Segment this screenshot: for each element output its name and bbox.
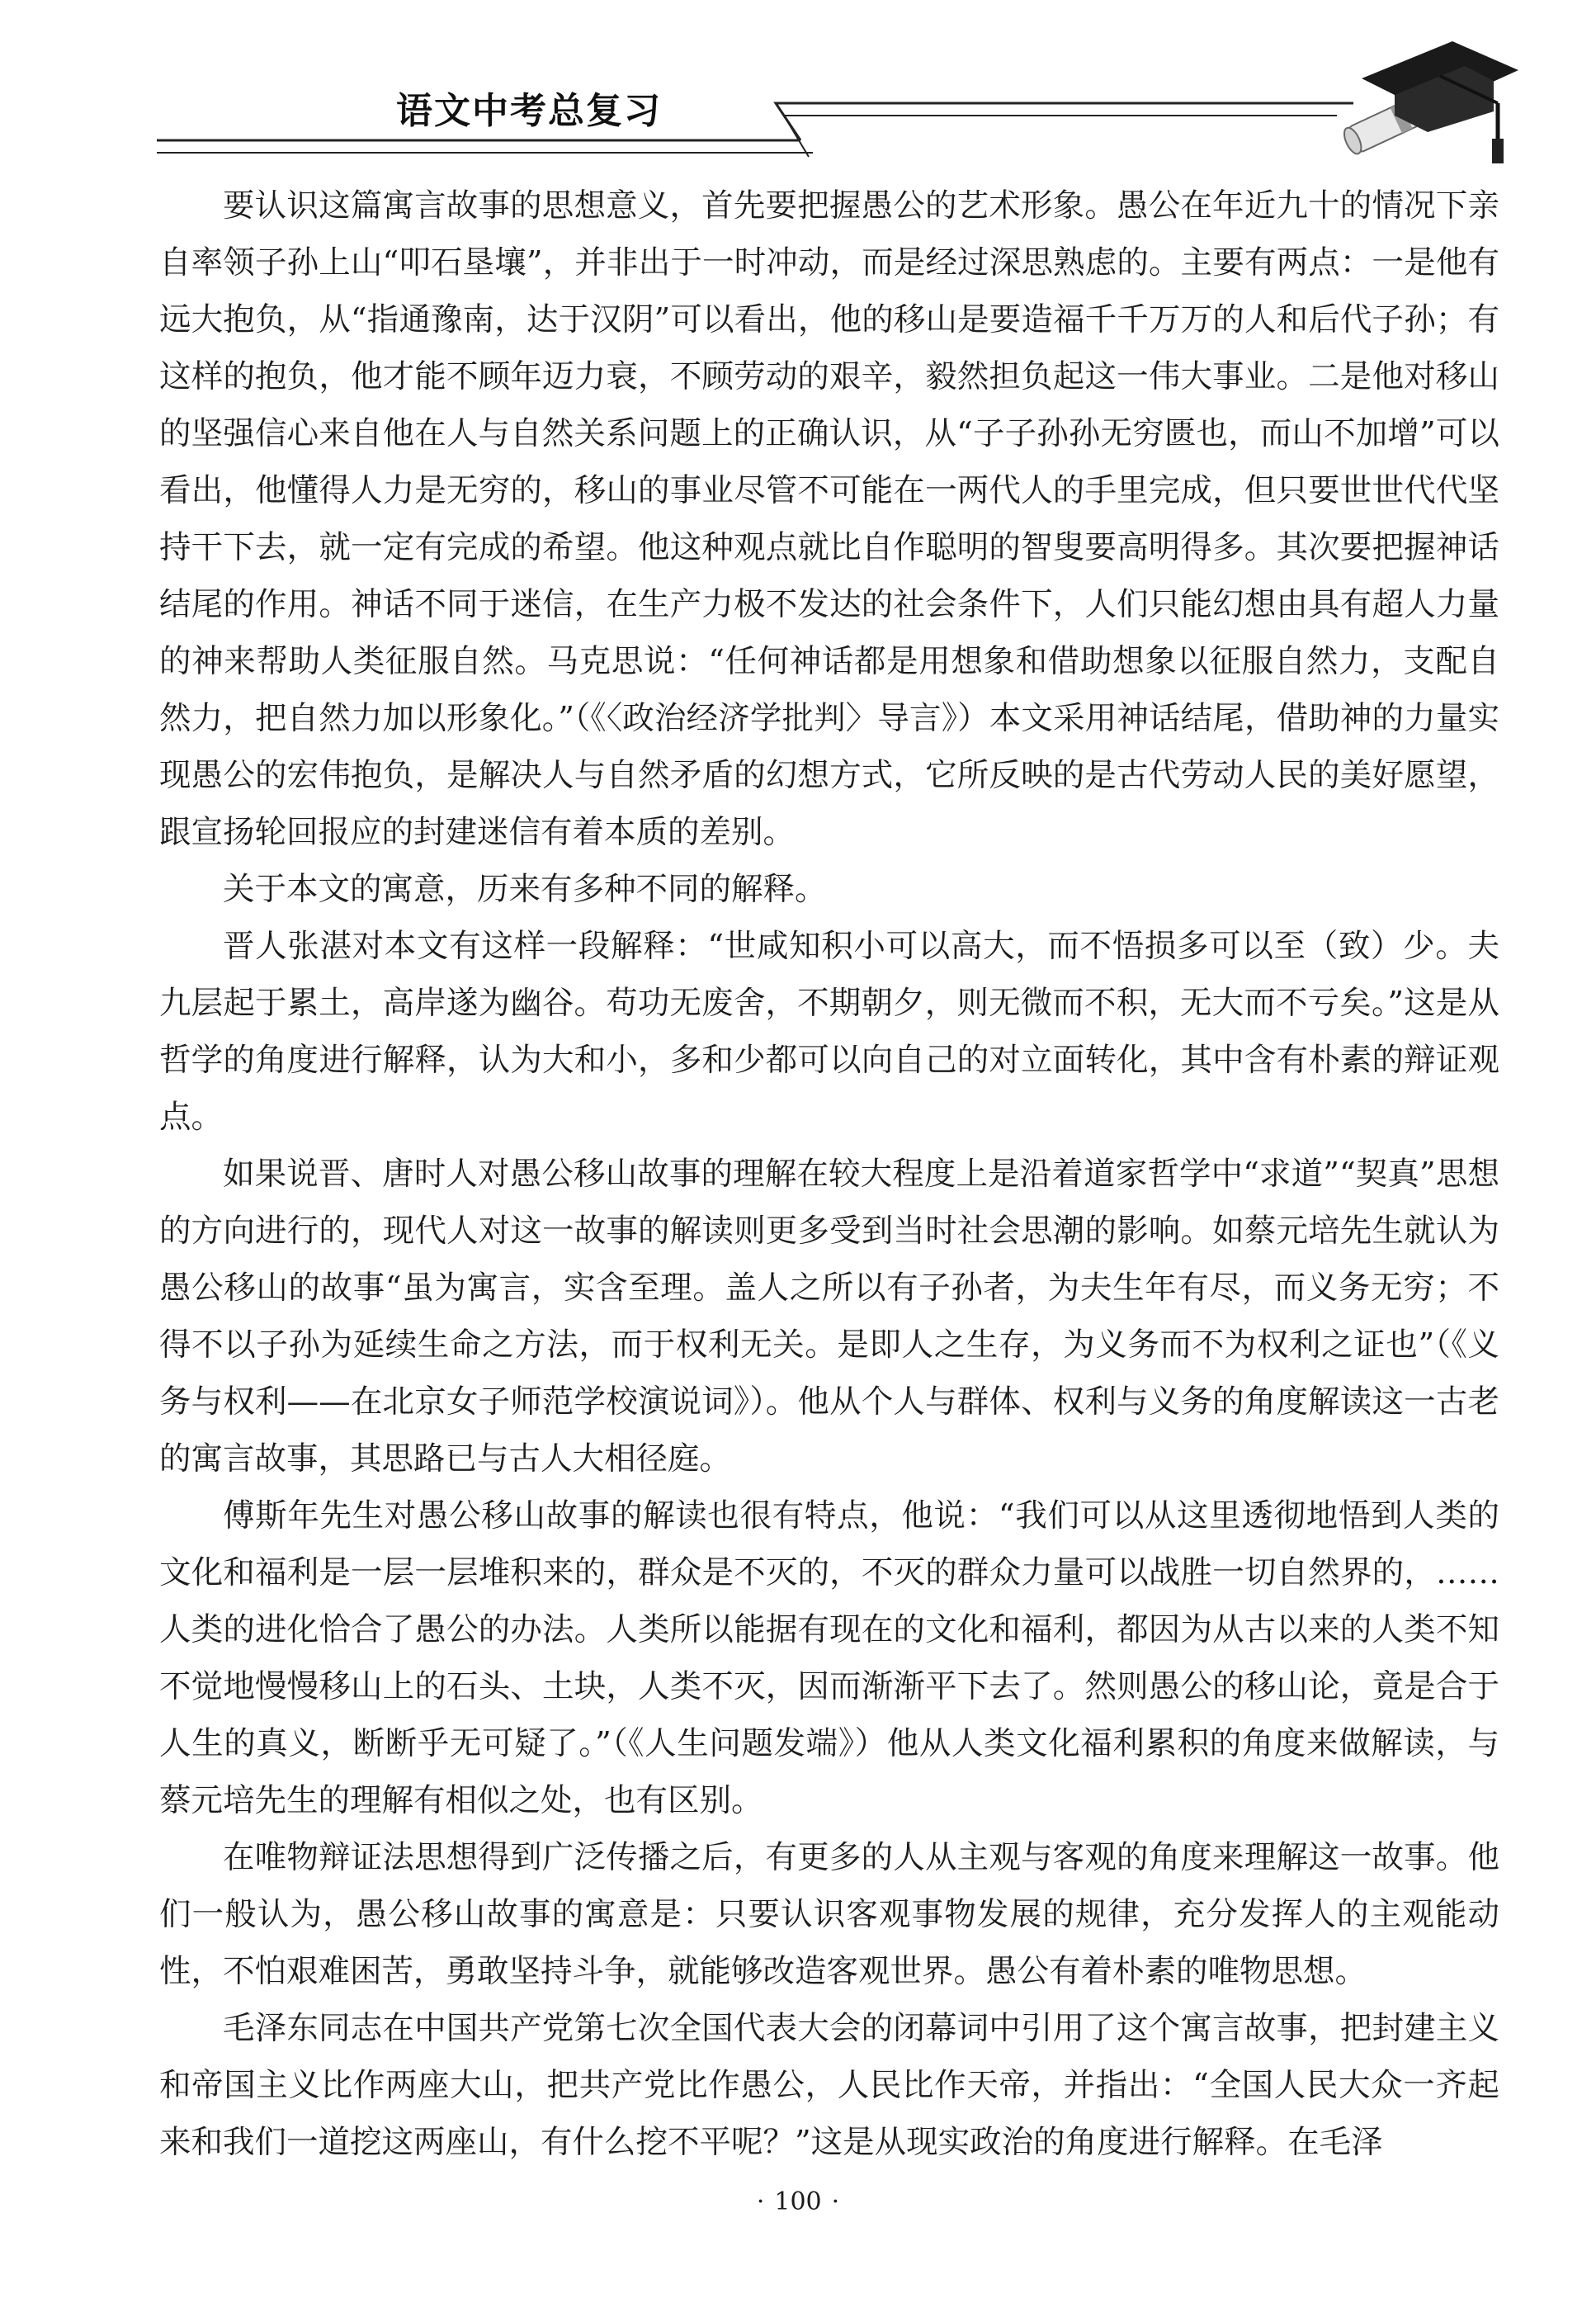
paragraph-2: 关于本文的寓意，历来有多种不同的解释。: [223, 871, 827, 908]
paragraph-1: 要认识这篇寓言故事的思想意义，首先要把握愚公的艺术形象。愚公在年近九十的情况下亲自率领子孙上山“叩石垦壤”，并非出于一时冲动，而是经过深思熟虑的。主要有两点：一是他有远大抱负，从“指通豫南，达于汉阴”可以看出，他的移山是要造福千千万万的人和后代子孙；有这样的抱负，他才能不顾年迈力衰，不顾劳动的艰辛，毅然担负起这一伟大事业。二是他对移山的坚强信心来自他在人与自然关系问题上的正确认识，从“子子孙孙无穷匮也，而山不加增”可以看出，他懂得人力是无穷的，移山的事业尽管不可能在一两代人的手里完成，但只要世世代代坚持干下去，就一定有完成的希望。他这种观点就比自作聪明的智叟要高明得多。其次要把握神话结尾的作用。神话不同于迷信，在生产力极不发达的社会条件下，人们只能幻想由具有超人力量的神来帮助人类征服自然。马克思说：“任何神话都是用想象和借助想象以征服自然力，支配自然力，把自然力加以形象化。”（《〈政治经济学批判〉导言》）本文采用神话结尾，借助神的力量实现愚公的宏伟抱负，是解决人与自然矛盾的幻想方式，它所反映的是古代劳动人民的美好愿望，跟宣扬轮回报应的封建迷信有着本质的差别。: [159, 187, 1499, 851]
page-footer: [0, 2187, 1596, 2216]
paragraph-4: 如果说晋、唐时人对愚公移山故事的理解在较大程度上是沿着道家哲学中“求道”“契真”思想的方向进行的，现代人对这一故事的解读则更多受到当时社会思潮的影响。如蔡元培先生就认为愚公移山的故事“虽为寓言，实含至理。盖人之所以有子孙者，为夫生年有尽，而义务无穷；不得不以子孙为延续生命之方法，而于权利无关。是即人之生存，为义务而不为权利之证也”（《义务与权利——在北京女子师范学校演说词》）。他从个人与群体、权利与义务的角度解读这一古老的寓言故事，其思路已与古人大相径庭。: [159, 1156, 1499, 1478]
graduation-cap-icon: [1329, 33, 1527, 173]
paragraph-3: 晋人张湛对本文有这样一段解释：“世咸知积小可以高大，而不悟损多可以至（致）少。夫九层起于累土，高岸遂为幽谷。苟功无废舍，不期朝夕，则无微而不积，无大而不亏矣。”这是从哲学的角度进行解释，认为大和小，多和少都可以向自己的对立面转化，其中含有朴素的辩证观点。: [159, 928, 1499, 1136]
body-text: [159, 177, 1499, 2171]
paragraph-7: 毛泽东同志在中国共产党第七次全国代表大会的闭幕词中引用了这个寓言故事，把封建主义和帝国主义比作两座大山，把共产党比作愚公，人民比作天帝，并指出：“全国人民大众一齐起来和我们一道挖这两座山，有什么挖不平呢？”这是从现实政治的角度进行解释。在毛泽: [159, 2010, 1499, 2161]
header-title: 语文中考总复习: [396, 90, 662, 132]
footer-dot-left: ·: [756, 2187, 765, 2216]
header-decoration: [149, 50, 1452, 173]
paragraph-6: 在唯物辩证法思想得到广泛传播之后，有更多的人从主观与客观的角度来理解这一故事。他们一般认为，愚公移山故事的寓意是：只要认识客观事物发展的规律，充分发挥人的主观能动性，不怕艰难困苦，勇敢坚持斗争，就能够改造客观世界。愚公有着朴素的唯物思想。: [159, 1839, 1499, 1990]
page-number: 100: [774, 2187, 822, 2216]
paragraph-5: 傅斯年先生对愚公移山故事的解读也很有特点，他说：“我们可以从这里透彻地悟到人类的文化和福利是一层一层堆积来的，群众是不灭的，不灭的群众力量可以战胜一切自然界的，……人类的进化恰合了愚公的办法。人类所以能据有现在的文化和福利，都因为从古以来的人类不知不觉地慢慢移山上的石头、土块，人类不灭，因而渐渐平下去了。然则愚公的移山论，竟是合于人生的真义，断断乎无可疑了。”（《人生问题发端》）他从人类文化福利累积的角度来做解读，与蔡元培先生的理解有相似之处，也有区别。: [159, 1497, 1499, 1819]
footer-dot-right: ·: [831, 2187, 840, 2216]
